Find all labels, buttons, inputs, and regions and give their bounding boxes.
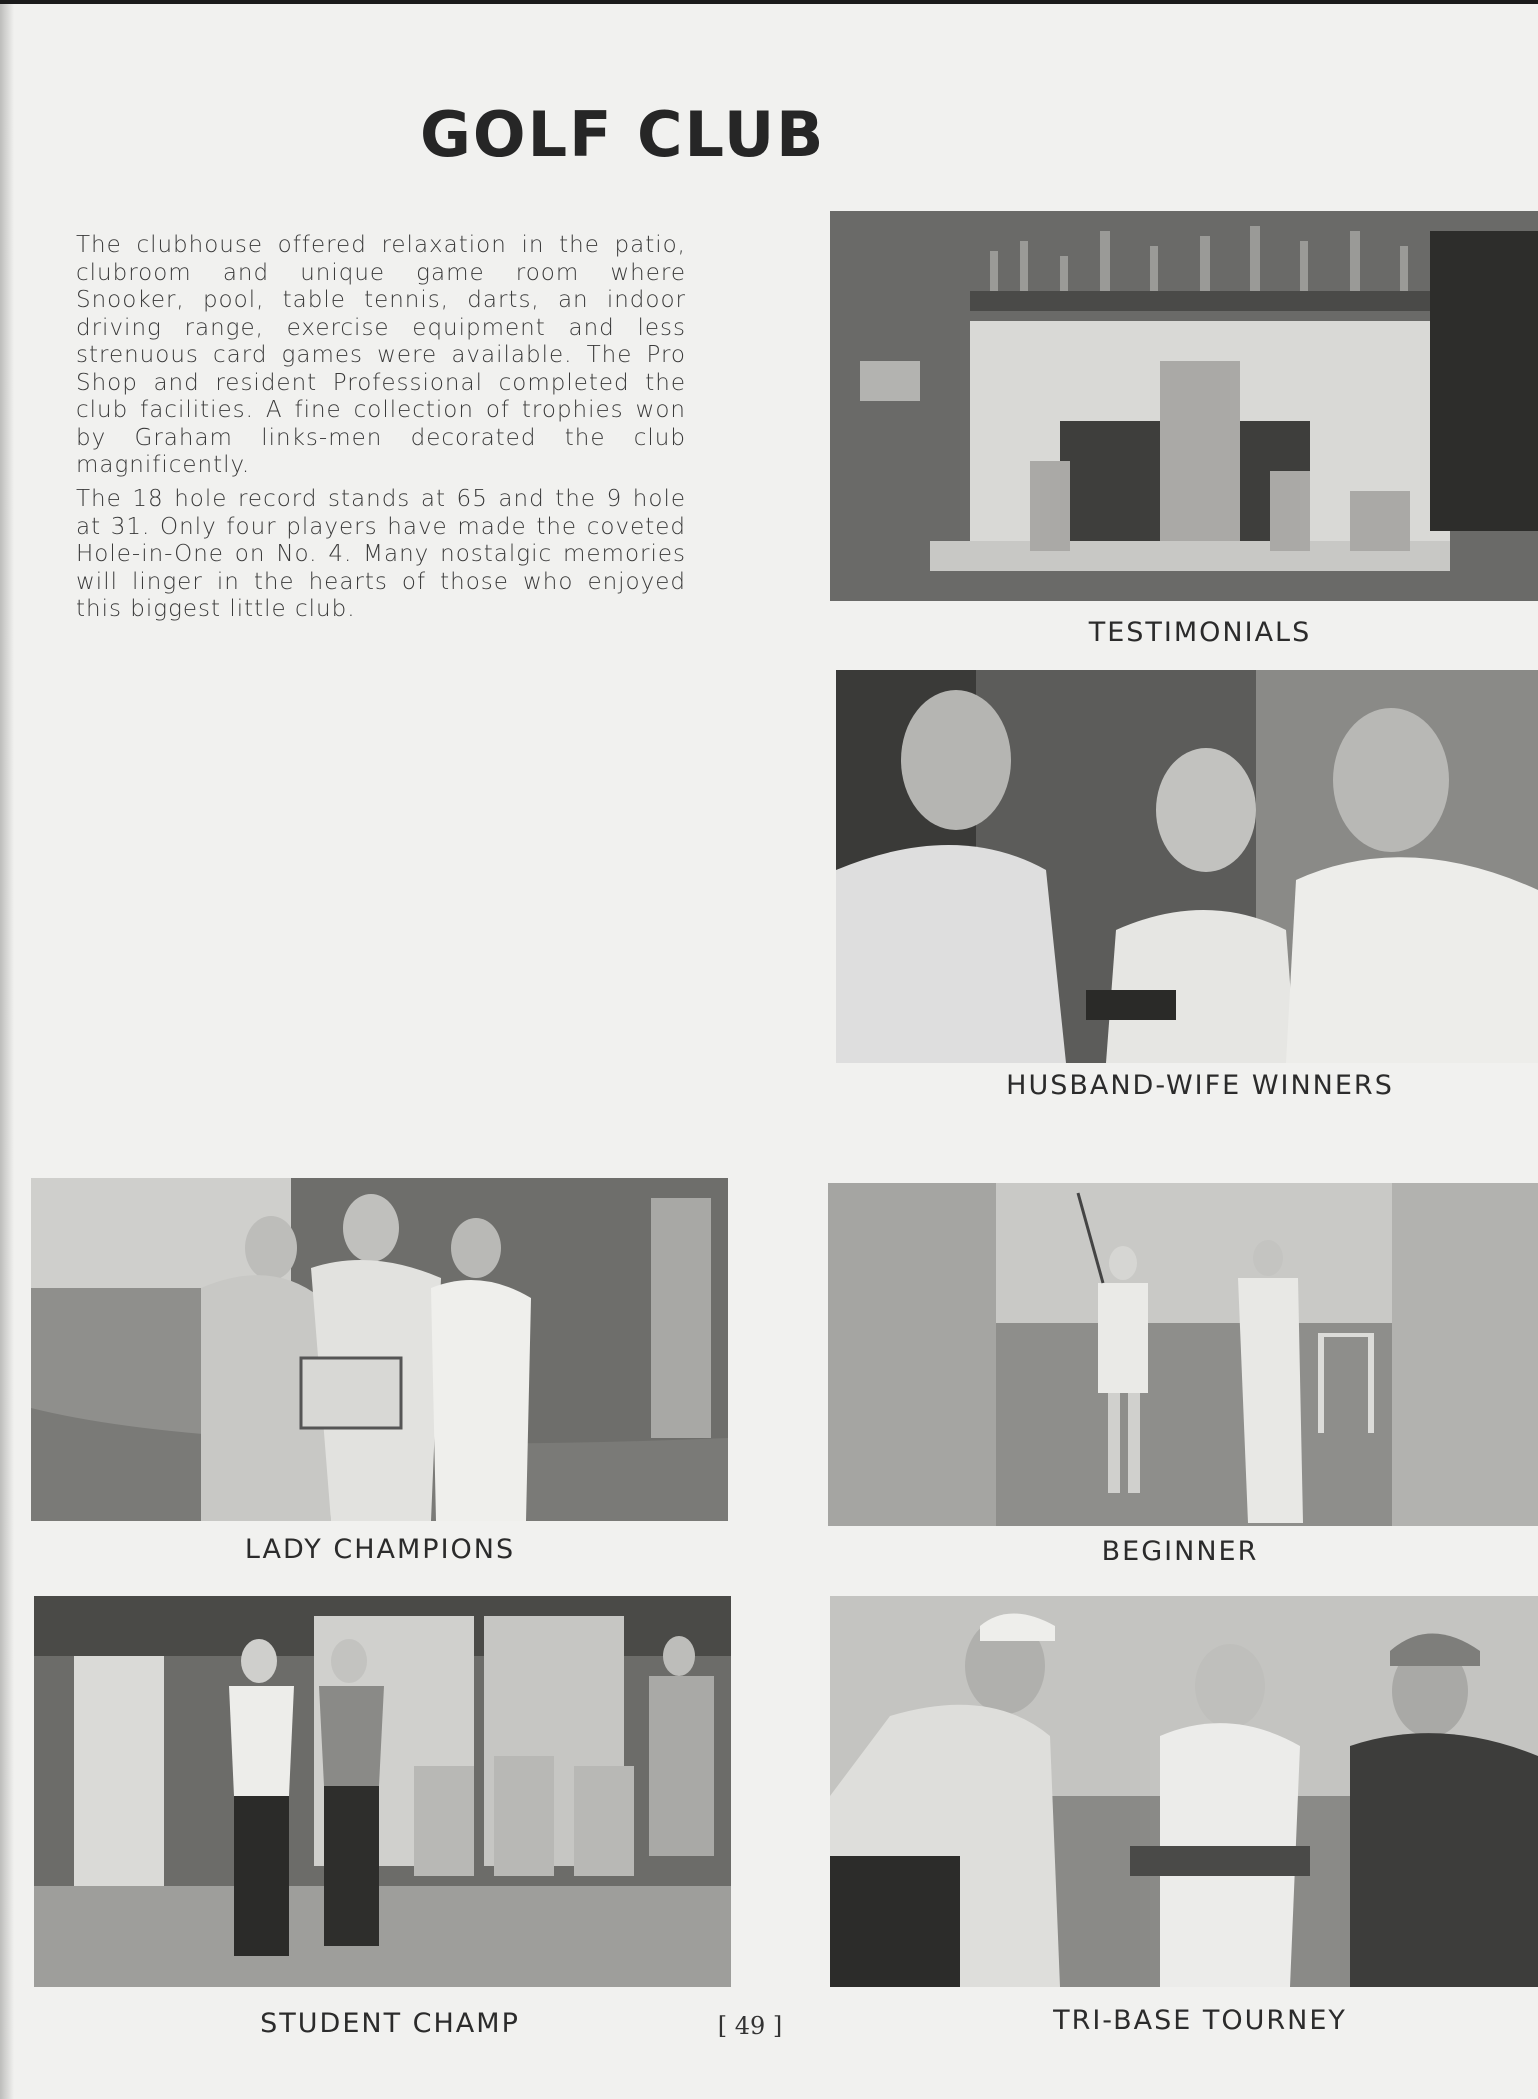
caption-tri-base-tourney: TRI-BASE TOURNEY <box>1053 2005 1347 2036</box>
intro-paragraph: The clubhouse offered relaxation in the patio, clubroom and unique game room where Snooker, pool, table tennis, darts, an indoor driving range, exercise equipment and less strenuous card games were available. The Pro Shop and resident Professional completed the club facilities. A fine collection of trophies won by Graham links-men decorated the club magnificently. <box>76 232 686 478</box>
photo-testimonials <box>830 211 1538 601</box>
page-number: [ 49 ] <box>717 2012 783 2040</box>
photo-lady-champions <box>31 1178 728 1521</box>
caption-testimonials: TESTIMONIALS <box>1088 617 1312 648</box>
records-paragraph: The 18 hole record stands at 65 and the 9 hole at 31. Only four players have made the coveted Hole-in-One on No. 4. Many nostalgic memories will linger in the hearts of those who enjoyed this biggest little club. <box>76 486 686 622</box>
photo-student-champ <box>34 1596 731 1987</box>
photo-husband-wife-winners <box>836 670 1538 1063</box>
caption-student-champ: STUDENT CHAMP <box>260 2008 520 2039</box>
page-title: GOLF CLUB <box>420 98 826 171</box>
photo-beginner <box>828 1183 1538 1526</box>
page-top-edge <box>0 0 1538 4</box>
page-gutter-shadow <box>0 0 14 2099</box>
caption-lady-champions: LADY CHAMPIONS <box>244 1534 516 1565</box>
caption-beginner: BEGINNER <box>1101 1536 1259 1567</box>
photo-tri-base-tourney <box>830 1596 1538 1987</box>
caption-husband-wife-winners: HUSBAND-WIFE WINNERS <box>1006 1070 1394 1101</box>
